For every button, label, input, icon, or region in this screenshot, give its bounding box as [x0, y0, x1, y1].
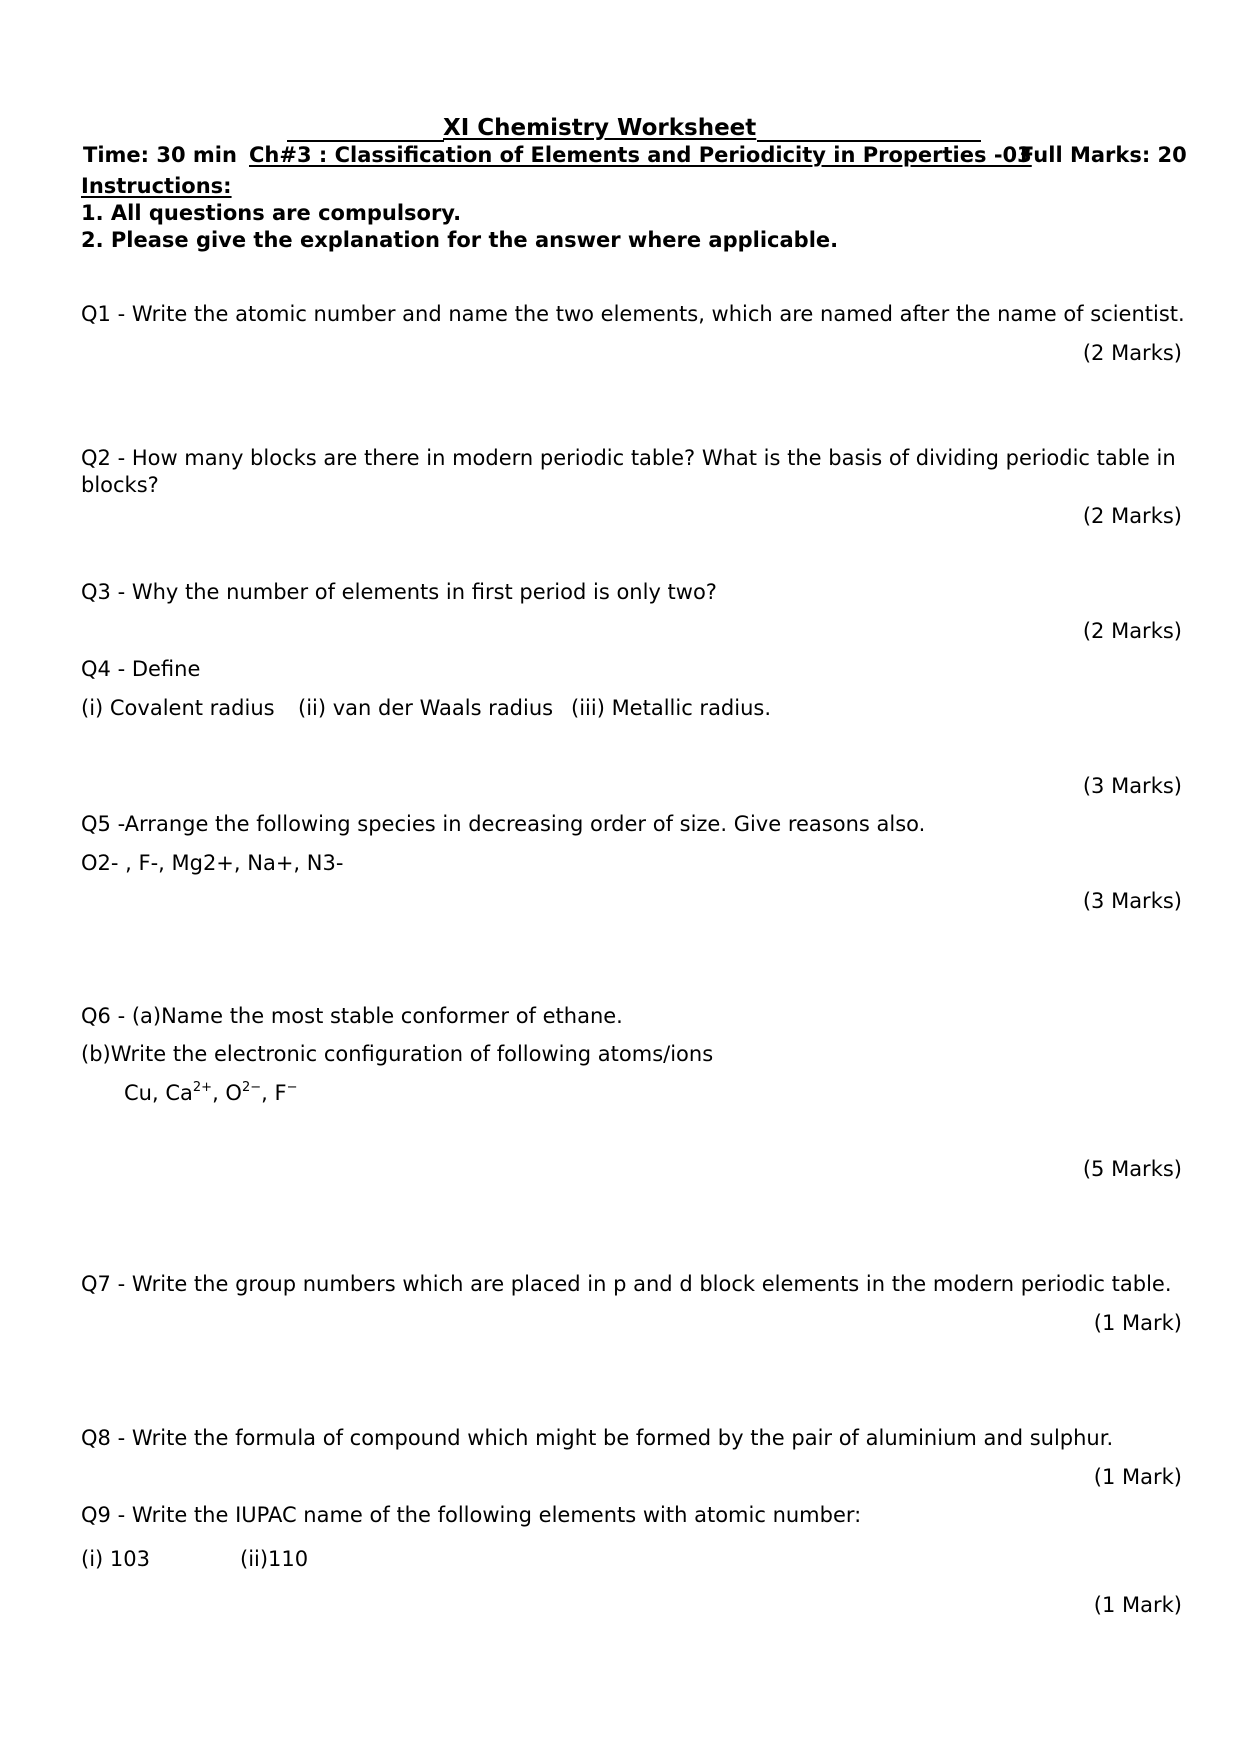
- species-f: F: [274, 1081, 287, 1105]
- question-5-text: Q5 -Arrange the following species in decreasing order of size. Give reasons also.: [81, 812, 926, 836]
- instructions-heading: Instructions:: [81, 174, 232, 198]
- question-9-part-1: (i) 103: [81, 1547, 150, 1571]
- question-4-part-2: (ii) van der Waals radius: [298, 696, 554, 720]
- species-o: O: [225, 1081, 242, 1105]
- worksheet-title: XI Chemistry Worksheet: [443, 115, 757, 141]
- question-8-text: Q8 - Write the formula of compound which might be formed by the pair of aluminium and sulphur.: [81, 1426, 1114, 1450]
- instruction-2: 2. Please give the explanation for the answer where applicable.: [81, 228, 839, 252]
- question-6-formula-list: Cu, $Ca^{2+}$, $O^{2-}$, F−: [124, 1080, 298, 1105]
- chapter-title: Ch#3 : Classification of Elements and Periodicity in Properties -03: [249, 143, 1032, 167]
- species-ca: Ca: [165, 1081, 193, 1105]
- question-3-text: Q3 - Why the number of elements in first period is only two?: [81, 580, 717, 604]
- full-marks-label: Full Marks: 20: [1020, 143, 1187, 167]
- time-label: Time: 30 min: [83, 143, 237, 167]
- question-4-text: Q4 - Define: [81, 657, 201, 681]
- title-rule-left: [287, 140, 444, 142]
- question-2-marks: (2 Marks): [1082, 504, 1182, 528]
- question-6-marks: (5 Marks): [1082, 1157, 1182, 1181]
- question-9-part-2: (ii)110: [240, 1547, 309, 1571]
- question-4-part-1: (i) Covalent radius: [81, 696, 275, 720]
- question-5-marks: (3 Marks): [1082, 889, 1182, 913]
- species-o-charge: 2−: [241, 1080, 262, 1095]
- question-2-text: Q2 - How many blocks are there in modern periodic table? What is the basis of dividing periodic table in: [81, 446, 1176, 470]
- question-4-part-3: (iii) Metallic radius.: [571, 696, 772, 720]
- question-3-marks: (2 Marks): [1082, 619, 1182, 643]
- species-cu: Cu: [124, 1081, 152, 1105]
- question-1-marks: (2 Marks): [1082, 341, 1182, 365]
- question-8-marks: (1 Mark): [1093, 1465, 1182, 1489]
- species-f-charge: −: [286, 1080, 298, 1095]
- instruction-1: 1. All questions are compulsory.: [81, 201, 462, 225]
- question-5-species: O2- , F-, Mg2+, Na+, N3-: [81, 851, 344, 875]
- question-6-text: Q6 - (a)Name the most stable conformer of ethane.: [81, 1004, 623, 1028]
- species-ca-charge: 2+: [192, 1080, 213, 1095]
- question-2-text-cont: blocks?: [81, 473, 159, 497]
- question-4-marks: (3 Marks): [1082, 774, 1182, 798]
- question-9-text: Q9 - Write the IUPAC name of the following elements with atomic number:: [81, 1503, 862, 1527]
- question-7-marks: (1 Mark): [1093, 1311, 1182, 1335]
- title-rule-right: [757, 140, 981, 142]
- question-9-marks: (1 Mark): [1093, 1593, 1182, 1617]
- question-7-text: Q7 - Write the group numbers which are placed in p and d block elements in the modern periodic table.: [81, 1272, 1172, 1296]
- question-6-part-b: (b)Write the electronic configuration of following atoms/ions: [81, 1042, 714, 1066]
- question-1-text: Q1 - Write the atomic number and name the two elements, which are named after the name of scientist.: [81, 302, 1185, 326]
